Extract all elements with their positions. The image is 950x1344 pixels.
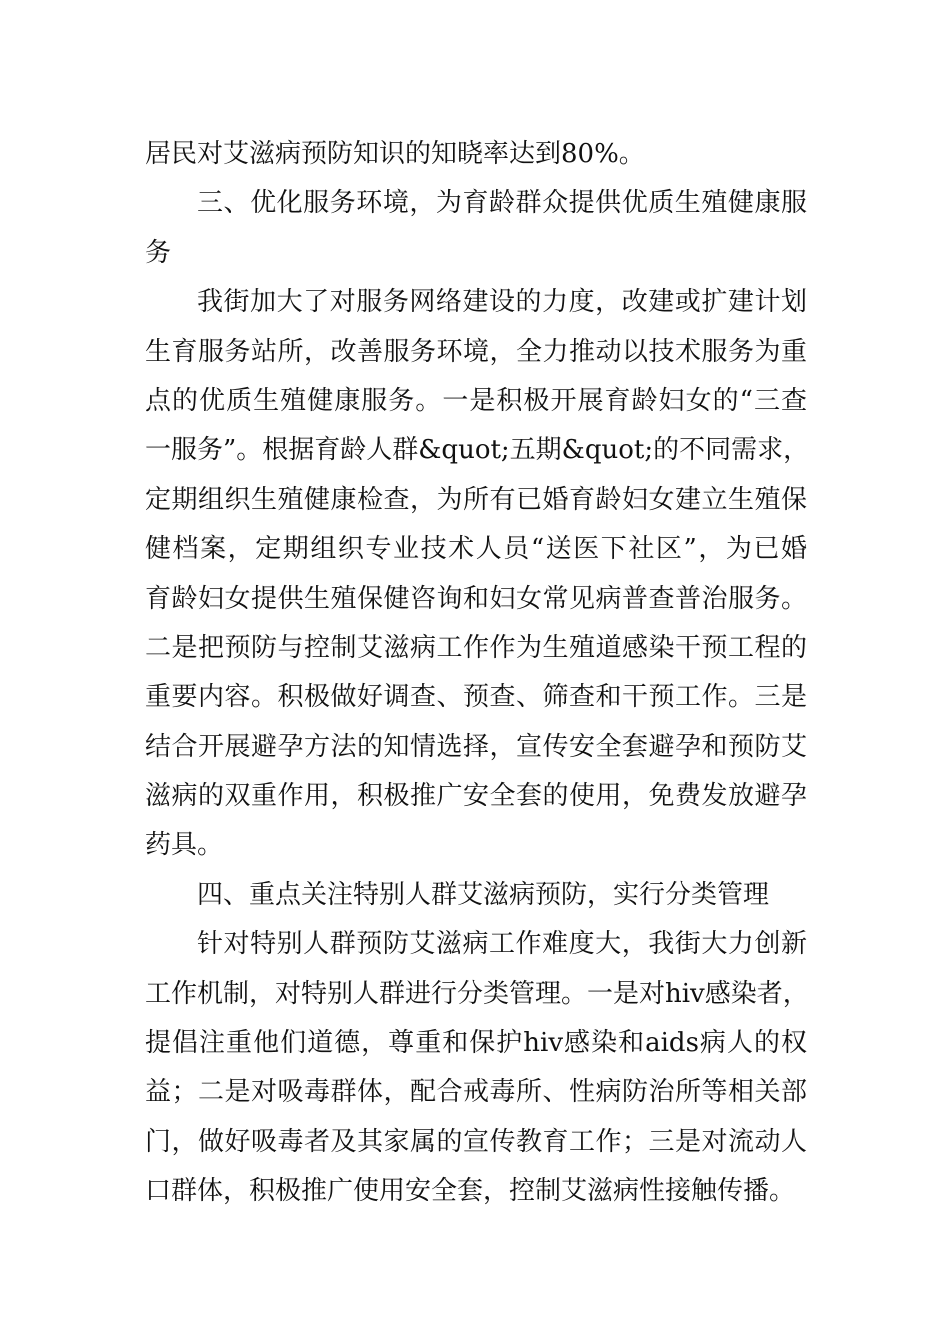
text-line: 针对特别人群预防艾滋病工作难度大，我街大力创新	[197, 929, 807, 960]
text-line: 重要内容。积极做好调查、预查、筛查和干预工作。三是	[145, 682, 807, 713]
text-line: 口群体，积极推广使用安全套，控制艾滋病性接触传播。	[145, 1176, 796, 1207]
text-line: 结合开展避孕方法的知情选择，宣传安全套避孕和预防艾	[145, 731, 807, 762]
text-line: 健档案，定期组织专业技术人员“送医下社区”，为已婚	[145, 534, 807, 565]
text-line: 育龄妇女提供生殖保健咨询和妇女常见病普查普治服务。	[145, 583, 807, 614]
text-line: 门，做好吸毒者及其家属的宣传教育工作；三是对流动人	[145, 1126, 807, 1157]
text-line: 益；二是对吸毒群体，配合戒毒所、性病防治所等相关部	[145, 1077, 807, 1108]
text-line: 一服务”。根据育龄人群&quot;五期&quot;的不同需求，	[145, 435, 810, 466]
text-line: 工作机制，对特别人群进行分类管理。一是对hiv感染者，	[145, 978, 809, 1009]
text-line: 定期组织生殖健康检查，为所有已婚育龄妇女建立生殖保	[145, 484, 807, 515]
text-line: 滋病的双重作用，积极推广安全套的使用，免费发放避孕	[145, 781, 807, 812]
text-line: 四、重点关注特别人群艾滋病预防，实行分类管理	[197, 879, 770, 910]
text-line: 三、优化服务环境，为育龄群众提供优质生殖健康服	[197, 188, 807, 219]
text-line: 点的优质生殖健康服务。一是积极开展育龄妇女的“三查	[145, 385, 807, 416]
text-line: 药具。	[145, 830, 224, 861]
text-line: 二是把预防与控制艾滋病工作作为生殖道感染干预工程的	[145, 632, 807, 663]
body-text	[145, 130, 810, 1217]
text-line: 生育服务站所，改善服务环境，全力推动以技术服务为重	[145, 336, 807, 367]
text-line: 务	[145, 237, 172, 268]
text-line: 我街加大了对服务网络建设的力度，改建或扩建计划	[197, 287, 807, 318]
text-line: 居民对艾滋病预防知识的知晓率达到80%。	[145, 139, 645, 169]
text-line: 提倡注重他们道德，尊重和保护hiv感染和aids病人的权	[145, 1028, 807, 1059]
